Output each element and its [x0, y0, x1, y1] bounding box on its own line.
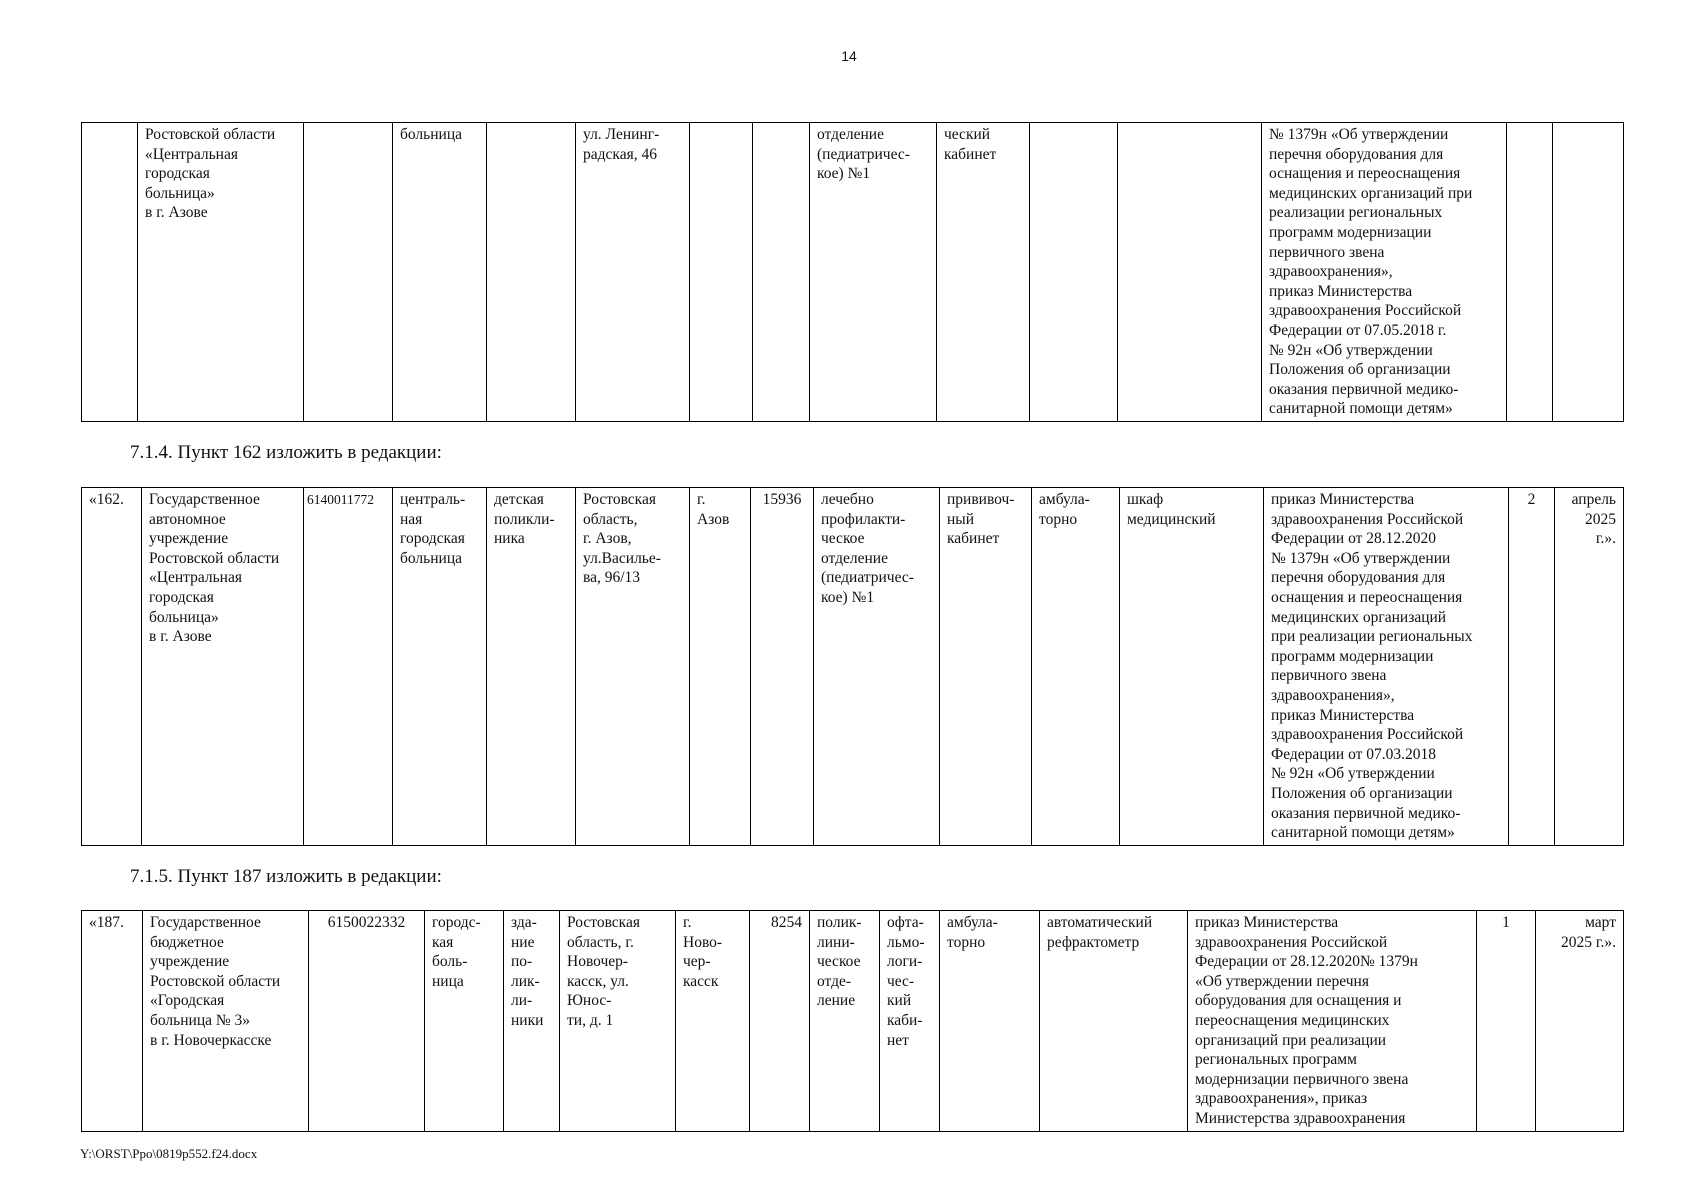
section-heading-162: 7.1.4. Пункт 162 изложить в редакции: [130, 442, 442, 463]
cell-date: апрель 2025 г.». [1555, 488, 1624, 846]
cell-equipment [1118, 123, 1262, 422]
section-heading-187: 7.1.5. Пункт 187 изложить в редакции: [130, 866, 442, 887]
cell-room: офта- льмо- логи- чес- кий каби- нет [880, 911, 940, 1132]
cell-inn [304, 123, 393, 422]
cell-number: «162. [82, 488, 142, 846]
cell-org-type: больница [393, 123, 487, 422]
table-row [82, 911, 1624, 1132]
footer-file-path: Y:\ORST\Ppo\0819p552.f24.docx [80, 1146, 258, 1161]
table-item-162 [81, 487, 1624, 846]
cell-legal-basis: приказ Министерства здравоохранения Российской Федерации от 28.12.2020 № 1379н «Об утверждении перечня оборудования для оснащения и переоснащения медицинских организаций при реализации региональных программ модернизации первичного звена здравоохранения», приказ Министерства здравоохранения Российской Федерации от 07.03.2018 № 92н «Об утверждении Положения об организации оказания первичной медико- санитарной помощи детям» [1264, 488, 1509, 846]
cell-population: 8254 [750, 911, 810, 1132]
cell-inn: 6150022332 [309, 911, 425, 1132]
table-row [82, 123, 1624, 422]
cell-building: детская поликли- ника [487, 488, 576, 846]
cell-city: г. Ново- чер- касск [676, 911, 750, 1132]
cell-address: Ростовская область, г. Новочер- касск, ул. Юнос- ти, д. 1 [560, 911, 676, 1132]
cell-equipment: автоматический рефрактометр [1040, 911, 1188, 1132]
cell-building [487, 123, 576, 422]
cell-room: ческий кабинет [937, 123, 1030, 422]
cell-number [82, 123, 138, 422]
cell-quantity [1507, 123, 1553, 422]
cell-population: 15936 [751, 488, 814, 846]
cell-address: ул. Ленинг- радская, 46 [576, 123, 690, 422]
cell-quantity: 2 [1509, 488, 1555, 846]
cell-legal-basis: приказ Министерства здравоохранения Российской Федерации от 28.12.2020№ 1379н «Об утверждении перечня оборудования для оснащения и переоснащения медицинских организаций при реализации региональных программ модернизации первичного звена здравоохранения», приказ Министерства здравоохранения [1188, 911, 1477, 1132]
cell-city: г. Азов [690, 488, 751, 846]
cell-org-type: городс- кая боль- ница [425, 911, 504, 1132]
cell-legal-basis: № 1379н «Об утверждении перечня оборудования для оснащения и переоснащения медицинских организаций при реализации региональных программ модернизации первичного звена здравоохранения», приказ Министерства здравоохранения Российской Федерации от 07.05.2018 г. № 92н «Об утверждении Положения об организации оказания первичной медико- санитарной помощи детям» [1262, 123, 1507, 422]
cell-department: отделение (педиатричес- кое) №1 [810, 123, 937, 422]
cell-quantity: 1 [1477, 911, 1536, 1132]
cell-department: лечебно профилакти- ческое отделение (педиатричес- кое) №1 [814, 488, 940, 846]
table-item-187 [81, 910, 1624, 1132]
cell-population [753, 123, 810, 422]
cell-inn: 6140011772 [304, 488, 393, 846]
table-continued [81, 122, 1624, 422]
table-row [82, 488, 1624, 846]
cell-department: полик- лини- ческое отде- ление [810, 911, 880, 1132]
cell-number: «187. [82, 911, 143, 1132]
cell-org-type: централь- ная городская больница [393, 488, 487, 846]
cell-date: март 2025 г.». [1536, 911, 1624, 1132]
cell-organization: Государственное автономное учреждение Ростовской области «Центральная городская больница» в г. Азове [142, 488, 304, 846]
cell-building: зда- ние по- лик- ли- ники [504, 911, 560, 1132]
cell-organization: Ростовской области «Центральная городская больница» в г. Азове [138, 123, 304, 422]
page-number: 14 [841, 48, 857, 64]
cell-care-type: амбула- торно [1032, 488, 1120, 846]
cell-room: прививоч- ный кабинет [940, 488, 1032, 846]
cell-address: Ростовская область, г. Азов, ул.Василье- ва, 96/13 [576, 488, 690, 846]
cell-equipment: шкаф медицинский [1120, 488, 1264, 846]
cell-city [690, 123, 753, 422]
cell-organization: Государственное бюджетное учреждение Ростовской области «Городская больница № 3» в г. Новочеркасске [143, 911, 309, 1132]
cell-care-type [1030, 123, 1118, 422]
cell-care-type: амбула- торно [940, 911, 1040, 1132]
cell-date [1553, 123, 1624, 422]
